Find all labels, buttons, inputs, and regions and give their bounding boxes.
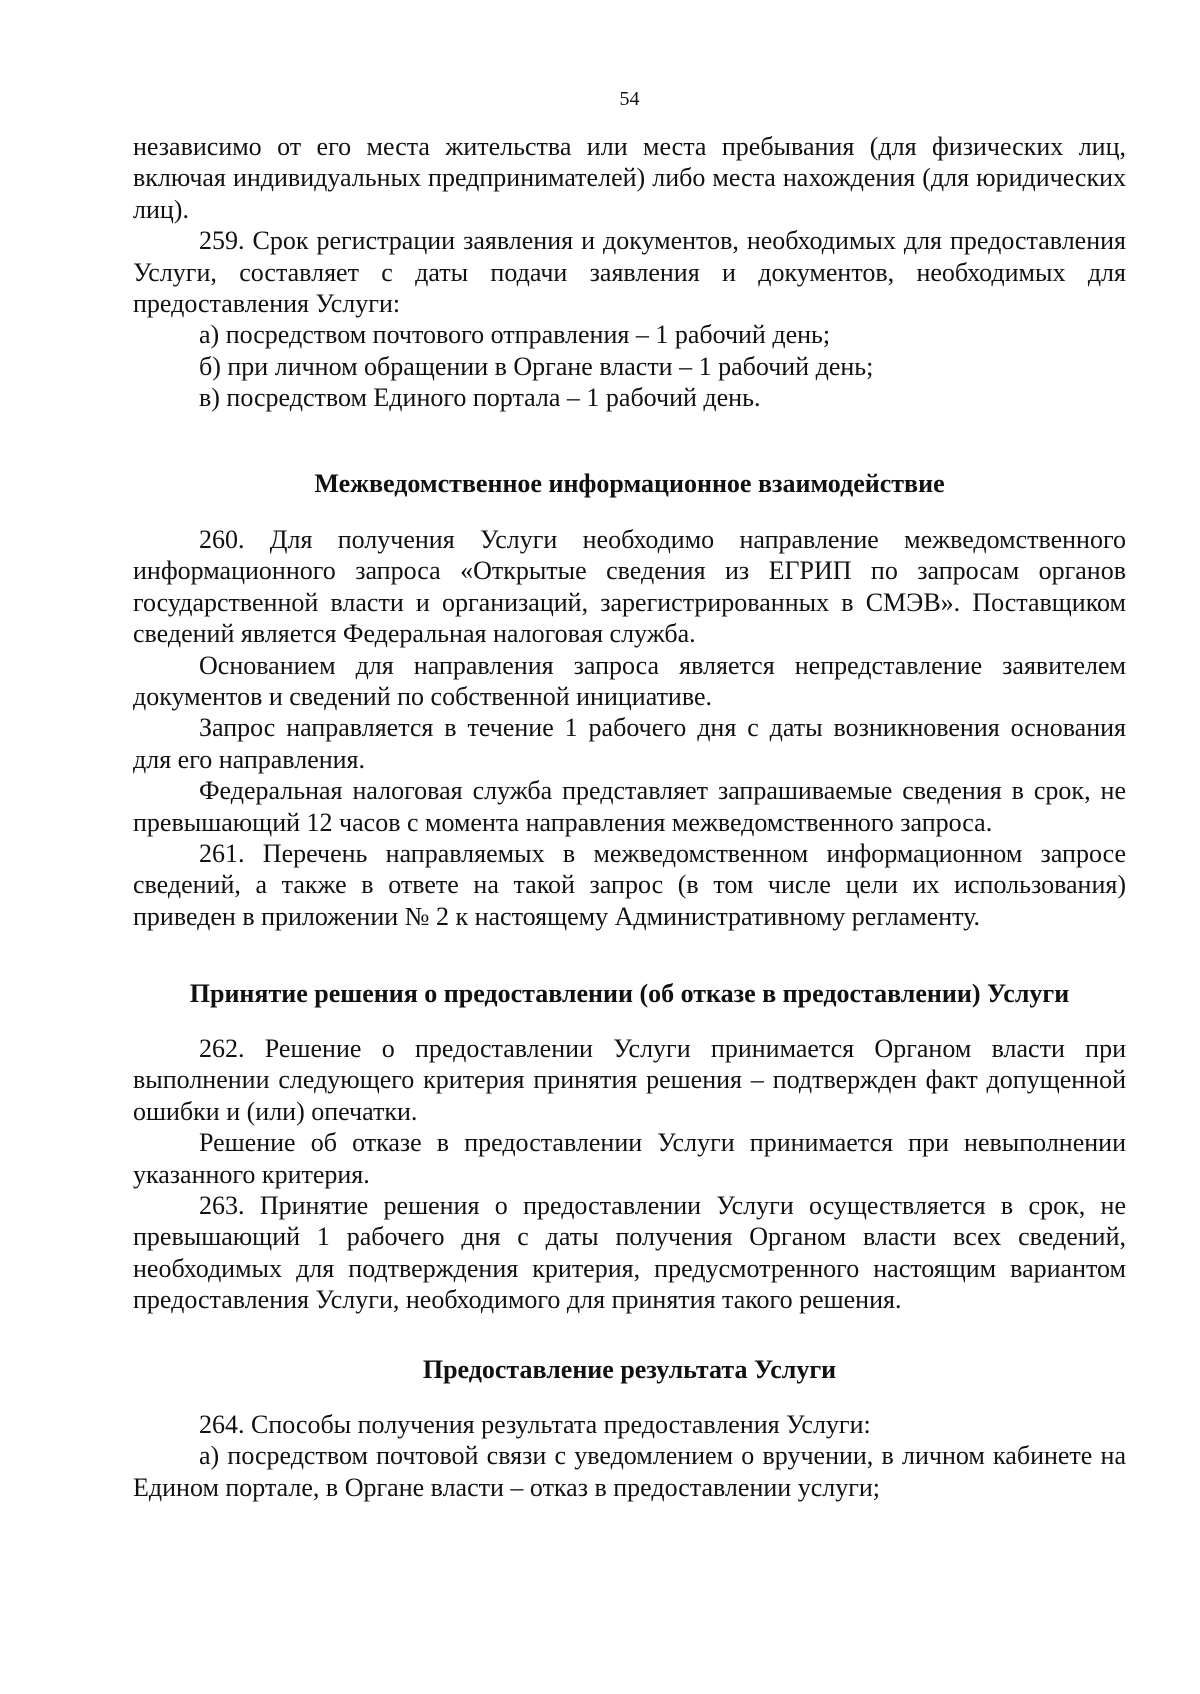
intro-section [133,131,1126,414]
paragraph-262: 262. Решение о предоставлении Услуги принимается Органом власти при выполнении следующего критерия принятия решения – подтвержден факт допущенной ошибки и (или) опечатки. [133,1034,1126,1126]
section-decision [133,978,1126,1009]
list-item-259a: а) посредством почтового отправления – 1 рабочий день; [199,320,831,350]
section-result-body [133,1409,1126,1503]
paragraph-262-refusal: Решение об отказе в предоставлении Услуги принимается при невыполнении указанного критерия. [133,1128,1126,1189]
continued-paragraph: независимо от его места жительства или места пребывания (для физических лиц, включая индивидуальных предпринимателей) либо места нахождения (для юридических лиц). [133,132,1126,224]
paragraph-260-timing: Запрос направляется в течение 1 рабочего дня с даты возникновения основания для его направления. [133,713,1126,774]
section-heading-interagency: Межведомственное информационное взаимодействие [314,469,945,498]
paragraph-260-basis: Основанием для направления запроса является непредставление заявителем документов и сведений по собственной инициативе. [133,650,1126,712]
paragraph-260-fns: Федеральная налоговая служба представляет запрашиваемые сведения в срок, не превышающий 12 часов с момента направления межведомственного запроса. [133,776,1126,837]
section-interagency [133,468,1126,499]
paragraph-264: 264. Способы получения результата предоставления Услуги: [199,1410,871,1439]
section-interagency-body [133,524,1126,932]
paragraph-259: 259. Срок регистрации заявления и документов, необходимых для предоставления Услуги, составляет с даты подачи заявления и документов, необходимых для предоставления Услуги: [133,226,1126,319]
page-number: 54 [619,88,640,110]
list-item-259b: б) при личном обращении в Органе власти – 1 рабочий день; [199,351,874,381]
section-heading-result: Предоставление результата Услуги [422,1355,837,1384]
list-item-264a: а) посредством почтовой связи с уведомлением о вручении, в личном кабинете на Едином портале, в Органе власти – отказ в предоставлении услуги; [133,1441,1126,1502]
section-heading-decision: Принятие решения о предоставлении (об отказе в предоставлении) Услуги [189,979,1070,1008]
section-result [133,1354,1126,1385]
list-item-259c: в) посредством Единого портала – 1 рабочий день. [199,383,761,413]
paragraph-260: 260. Для получения Услуги необходимо направление межведомственного информационного запроса «Открытые сведения из ЕГРИП по запросам органов государственной власти и организаций, зарегистрированных в СМЭВ». Поставщиком сведений является Федеральная налоговая служба. [133,525,1126,649]
section-decision-body [133,1033,1126,1316]
paragraph-261: 261. Перечень направляемых в межведомственном информационном запросе сведений, а также в ответе на такой запрос (в том числе цели их использования) приведен в приложении № 2 к настоящему Административному регламенту. [133,839,1126,931]
paragraph-263: 263. Принятие решения о предоставлении Услуги осуществляется в срок, не превышающий 1 рабочего дня с даты получения Органом власти всех сведений, необходимых для подтверждения критерия, предусмотренного настоящим вариантом предоставления Услуги, необходимого для принятия такого решения. [133,1191,1126,1315]
